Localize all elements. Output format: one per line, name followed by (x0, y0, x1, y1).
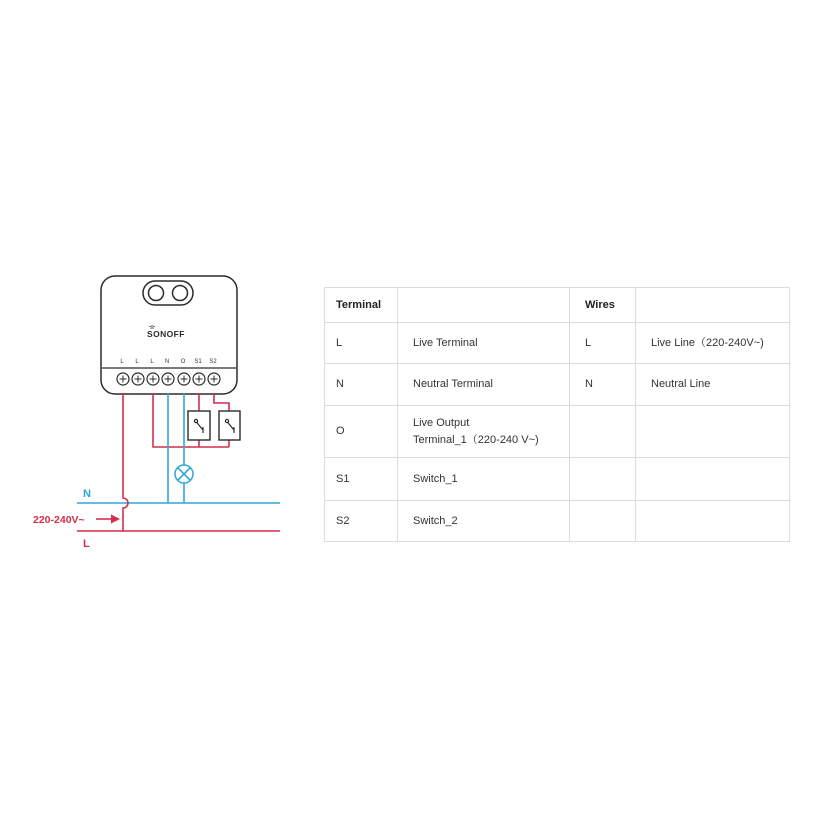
lamp-icon (175, 465, 193, 483)
cell-wire: N (570, 364, 636, 406)
cell-terminal: N (325, 364, 398, 406)
cell-wire-description: Neutral Line (636, 364, 790, 406)
cell-wire-description (636, 406, 790, 458)
terminal-label-l1: L (120, 359, 124, 365)
terminal-screw-l1 (117, 373, 129, 385)
cell-wire (570, 406, 636, 458)
terminal-screw-s2 (208, 373, 220, 385)
switch-2-icon (219, 411, 240, 440)
table-row (325, 501, 790, 542)
cell-description: Switch_1 (398, 458, 570, 501)
voltage-label: 220-240V~ (33, 514, 85, 526)
table-row (325, 458, 790, 501)
header-wires: Wires (570, 288, 636, 323)
terminal-screw-n (162, 373, 174, 385)
button-left (149, 286, 164, 301)
cell-terminal: S1 (325, 458, 398, 501)
terminal-screw-l3 (147, 373, 159, 385)
cell-terminal: L (325, 323, 398, 364)
table-row (325, 364, 790, 406)
live-feed-wire (123, 393, 128, 531)
wiring (77, 393, 280, 531)
header-wire-description (636, 288, 790, 323)
cell-description: Switch_2 (398, 501, 570, 542)
terminal-label-l2: L (135, 359, 139, 365)
terminal-label-l3: L (150, 359, 154, 365)
cell-terminal: S2 (325, 501, 398, 542)
table-row (325, 406, 790, 458)
sonoff-device (101, 276, 237, 394)
cell-wire-description (636, 458, 790, 501)
cell-wire-description: Live Line（220-240V~) (636, 323, 790, 364)
cell-terminal: O (325, 406, 398, 458)
terminal-label-s2: S2 (209, 359, 217, 365)
table-header-row (325, 288, 790, 323)
cell-description: Live Terminal (398, 323, 570, 364)
terminal-screw-o (178, 373, 190, 385)
switch-2-wire (214, 393, 229, 411)
cell-description: Neutral Terminal (398, 364, 570, 406)
cell-wire (570, 501, 636, 542)
cell-wire: L (570, 323, 636, 364)
terminal-screw-s1 (193, 373, 205, 385)
neutral-label: N (83, 488, 91, 500)
brand-logo: SONOFF (147, 329, 185, 339)
input-arrow-icon (96, 515, 120, 524)
cell-description: Live Output Terminal_1（220-240 V~) (398, 406, 570, 458)
cell-wire (570, 458, 636, 501)
terminal-screw-l2 (132, 373, 144, 385)
table-row (325, 323, 790, 364)
terminal-label-s1: S1 (194, 359, 202, 365)
live-label: L (83, 538, 90, 550)
cell-wire-description (636, 501, 790, 542)
terminal-label-o: O (180, 359, 186, 365)
switch-1-icon (188, 411, 210, 440)
header-description (398, 288, 570, 323)
terminal-label-n: N (164, 359, 170, 365)
terminal-spec-table (324, 287, 790, 542)
header-terminal: Terminal (325, 288, 398, 323)
button-right (173, 286, 188, 301)
